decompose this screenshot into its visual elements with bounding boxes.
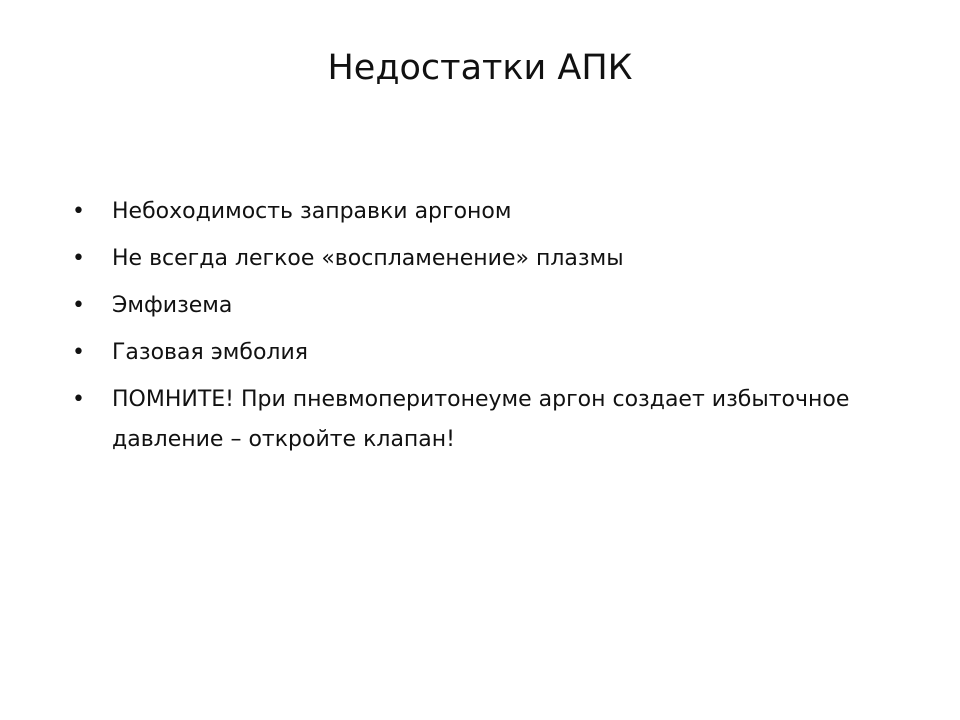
bullet-text: Не всегда легкое «воспламенение» плазмы xyxy=(112,246,624,271)
bullet-item-warning-pressure xyxy=(72,380,892,460)
bullet-marker-icon: • xyxy=(72,340,85,365)
bullet-list xyxy=(72,192,892,467)
bullet-item-gas-embolism xyxy=(72,333,892,373)
bullet-item-plasma-ignition xyxy=(72,239,892,279)
bullet-item-argon-refill xyxy=(72,192,892,232)
bullet-text: Эмфизема xyxy=(112,293,233,318)
bullet-text: Небоходимость заправки аргоном xyxy=(112,199,512,224)
bullet-marker-icon: • xyxy=(72,246,85,271)
slide-title: Недостатки АПК xyxy=(327,48,633,88)
bullet-marker-icon: • xyxy=(72,293,85,318)
bullet-text: Газовая эмболия xyxy=(112,340,309,365)
bullet-marker-icon: • xyxy=(72,387,85,412)
bullet-marker-icon: • xyxy=(72,199,85,224)
bullet-item-emphysema xyxy=(72,286,892,326)
bullet-text: ПОМНИТЕ! При пневмоперитонеуме аргон создает избыточное давление – откройте клапан! xyxy=(112,387,850,452)
